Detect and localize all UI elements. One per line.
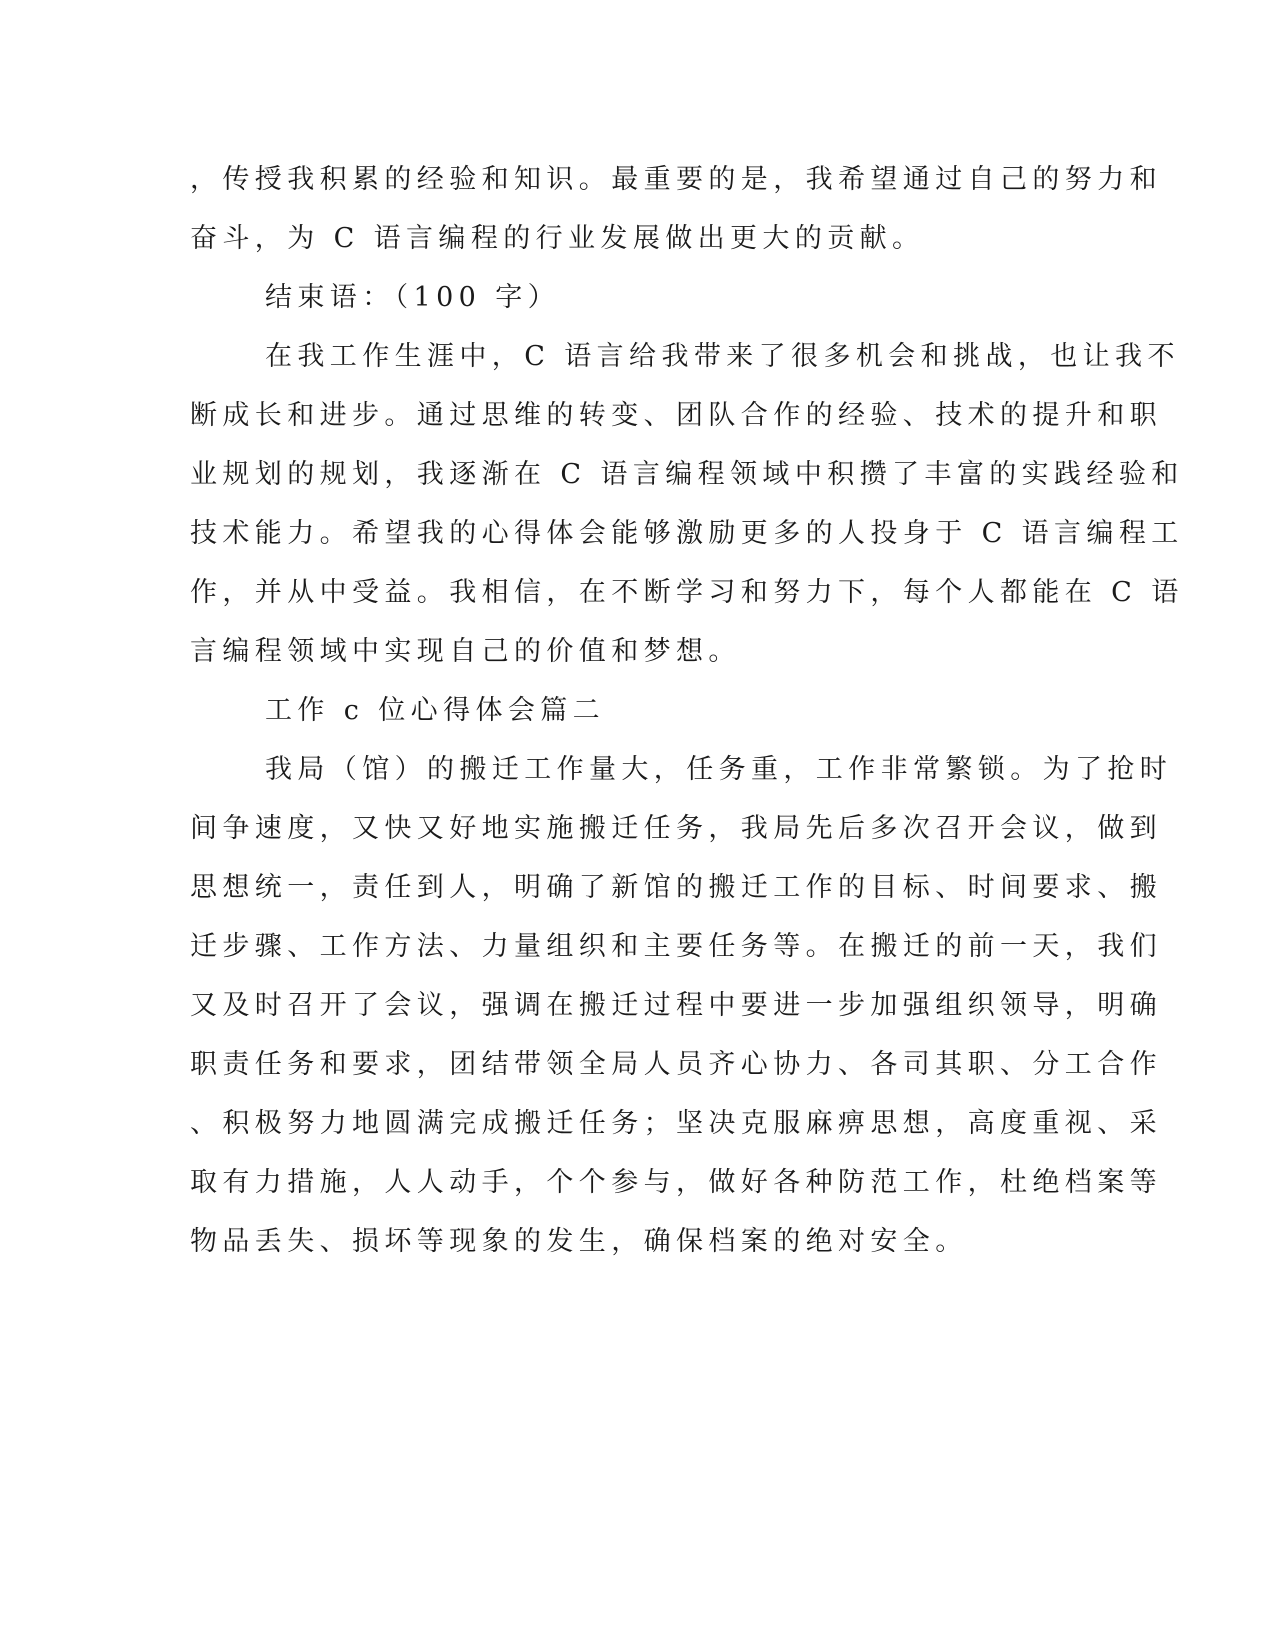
text-line: 在我工作生涯中，C 语言给我带来了很多机会和挑战，也让我不 — [265, 341, 1180, 372]
text-line: 又及时召开了会议，强调在搬迁过程中要进一步加强组织领导，明确 — [190, 990, 1162, 1021]
text-line: 、积极努力地圆满完成搬迁任务；坚决克服麻痹思想，高度重视、采 — [190, 1108, 1162, 1139]
text-line: 奋斗，为 C 语言编程的行业发展做出更大的贡献。 — [190, 223, 925, 254]
text-line: 物品丢失、损坏等现象的发生，确保档案的绝对安全。 — [190, 1226, 968, 1257]
text-line: 迁步骤、工作方法、力量组织和主要任务等。在搬迁的前一天，我们 — [190, 931, 1162, 962]
text-line: 间争速度，又快又好地实施搬迁任务，我局先后多次召开会议，做到 — [190, 813, 1162, 844]
section-heading-part-two: 工作 c 位心得体会篇二 — [265, 695, 606, 726]
text-line: ，传授我积累的经验和知识。最重要的是，我希望通过自己的努力和 — [190, 164, 1162, 195]
text-line: 我局（馆）的搬迁工作量大，任务重，工作非常繁锁。为了抢时 — [265, 754, 1173, 785]
text-line: 职责任务和要求，团结带领全局人员齐心协力、各司其职、分工合作 — [190, 1049, 1162, 1080]
section-heading-conclusion: 结束语：（100 字） — [265, 282, 561, 313]
text-line: 断成长和进步。通过思维的转变、团队合作的经验、技术的提升和职 — [190, 400, 1162, 431]
text-line: 取有力措施，人人动手，个个参与，做好各种防范工作，杜绝档案等 — [190, 1167, 1162, 1198]
text-line: 技术能力。希望我的心得体会能够激励更多的人投身于 C 语言编程工 — [190, 518, 1184, 549]
text-line: 思想统一，责任到人，明确了新馆的搬迁工作的目标、时间要求、搬 — [190, 872, 1162, 903]
text-line: 业规划的规划，我逐渐在 C 语言编程领域中积攒了丰富的实践经验和 — [190, 459, 1184, 490]
text-line: 言编程领域中实现自己的价值和梦想。 — [190, 636, 741, 667]
text-line: 作，并从中受益。我相信，在不断学习和努力下，每个人都能在 C 语 — [190, 577, 1184, 608]
